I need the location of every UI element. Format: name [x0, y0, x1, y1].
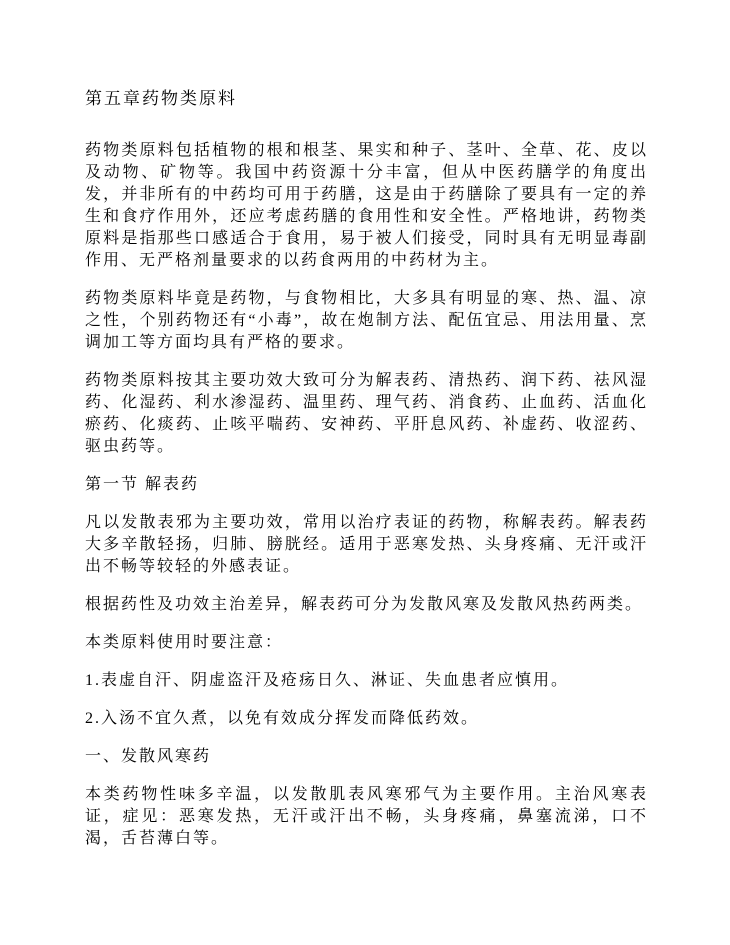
subsection-heading: 一、发散风寒药: [85, 748, 212, 765]
section-paragraph-1: 凡以发散表邪为主要功效，常用以治疗表证的药物，称解表药。解表药大多辛散轻扬，归肺、膀胱经。适用于恶寒发热、头身疼痛、无汗或汗出不畅等较轻的外感表证。: [85, 514, 648, 575]
section-heading: 第一节 解表药: [85, 476, 200, 493]
subsection-paragraph-1: 本类药物性味多辛温，以发散肌表风寒邪气为主要作用。主治风寒表证，症见：恶寒发热，无汗或汗出不畅，头身疼痛，鼻塞流涕，口不渴，舌苔薄白等。: [85, 786, 648, 847]
note-item-1: 1.表虚自汗、阴虚盗汗及疮疡日久、淋证、失血患者应慎用。: [85, 672, 570, 689]
intro-paragraph-2: 药物类原料毕竟是药物，与食物相比，大多具有明显的寒、热、温、凉之性，个别药物还有“小毒”，故在炮制方法、配伍宜忌、用法用量、烹调加工等方面均具有严格的要求。: [85, 290, 648, 351]
note-item-2: 2.入汤不宜久煮，以免有效成分挥发而降低药效。: [85, 710, 480, 727]
intro-paragraph-3: 药物类原料按其主要功效大致可分为解表药、清热药、润下药、祛风湿药、化湿药、利水渗湿药、温里药、理气药、消食药、止血药、活血化瘀药、化痰药、止咳平喘药、安神药、平肝息风药、补虚药、收涩药、驱虫药等。: [85, 372, 648, 455]
section-paragraph-2: 根据药性及功效主治差异，解表药可分为发散风寒及发散风热药两类。: [85, 596, 644, 613]
chapter-title: 第五章药物类原料: [85, 89, 237, 108]
intro-paragraph-1: 药物类原料包括植物的根和根茎、果实和种子、茎叶、全草、花、皮以及动物、矿物等。我国中药资源十分丰富，但从中医药膳学的角度出发，并非所有的中药均可用于药膳，这是由于药膳除了要具有一定的养生和食疗作用外，还应考虑药膳的食用性和安全性。严格地讲，药物类原料是指那些口感适合于食用，易于被人们接受，同时具有无明显毒副作用、无严格剂量要求的以药食两用的中药材为主。: [85, 142, 648, 269]
section-note-intro: 本类原料使用时要注意：: [85, 634, 284, 651]
